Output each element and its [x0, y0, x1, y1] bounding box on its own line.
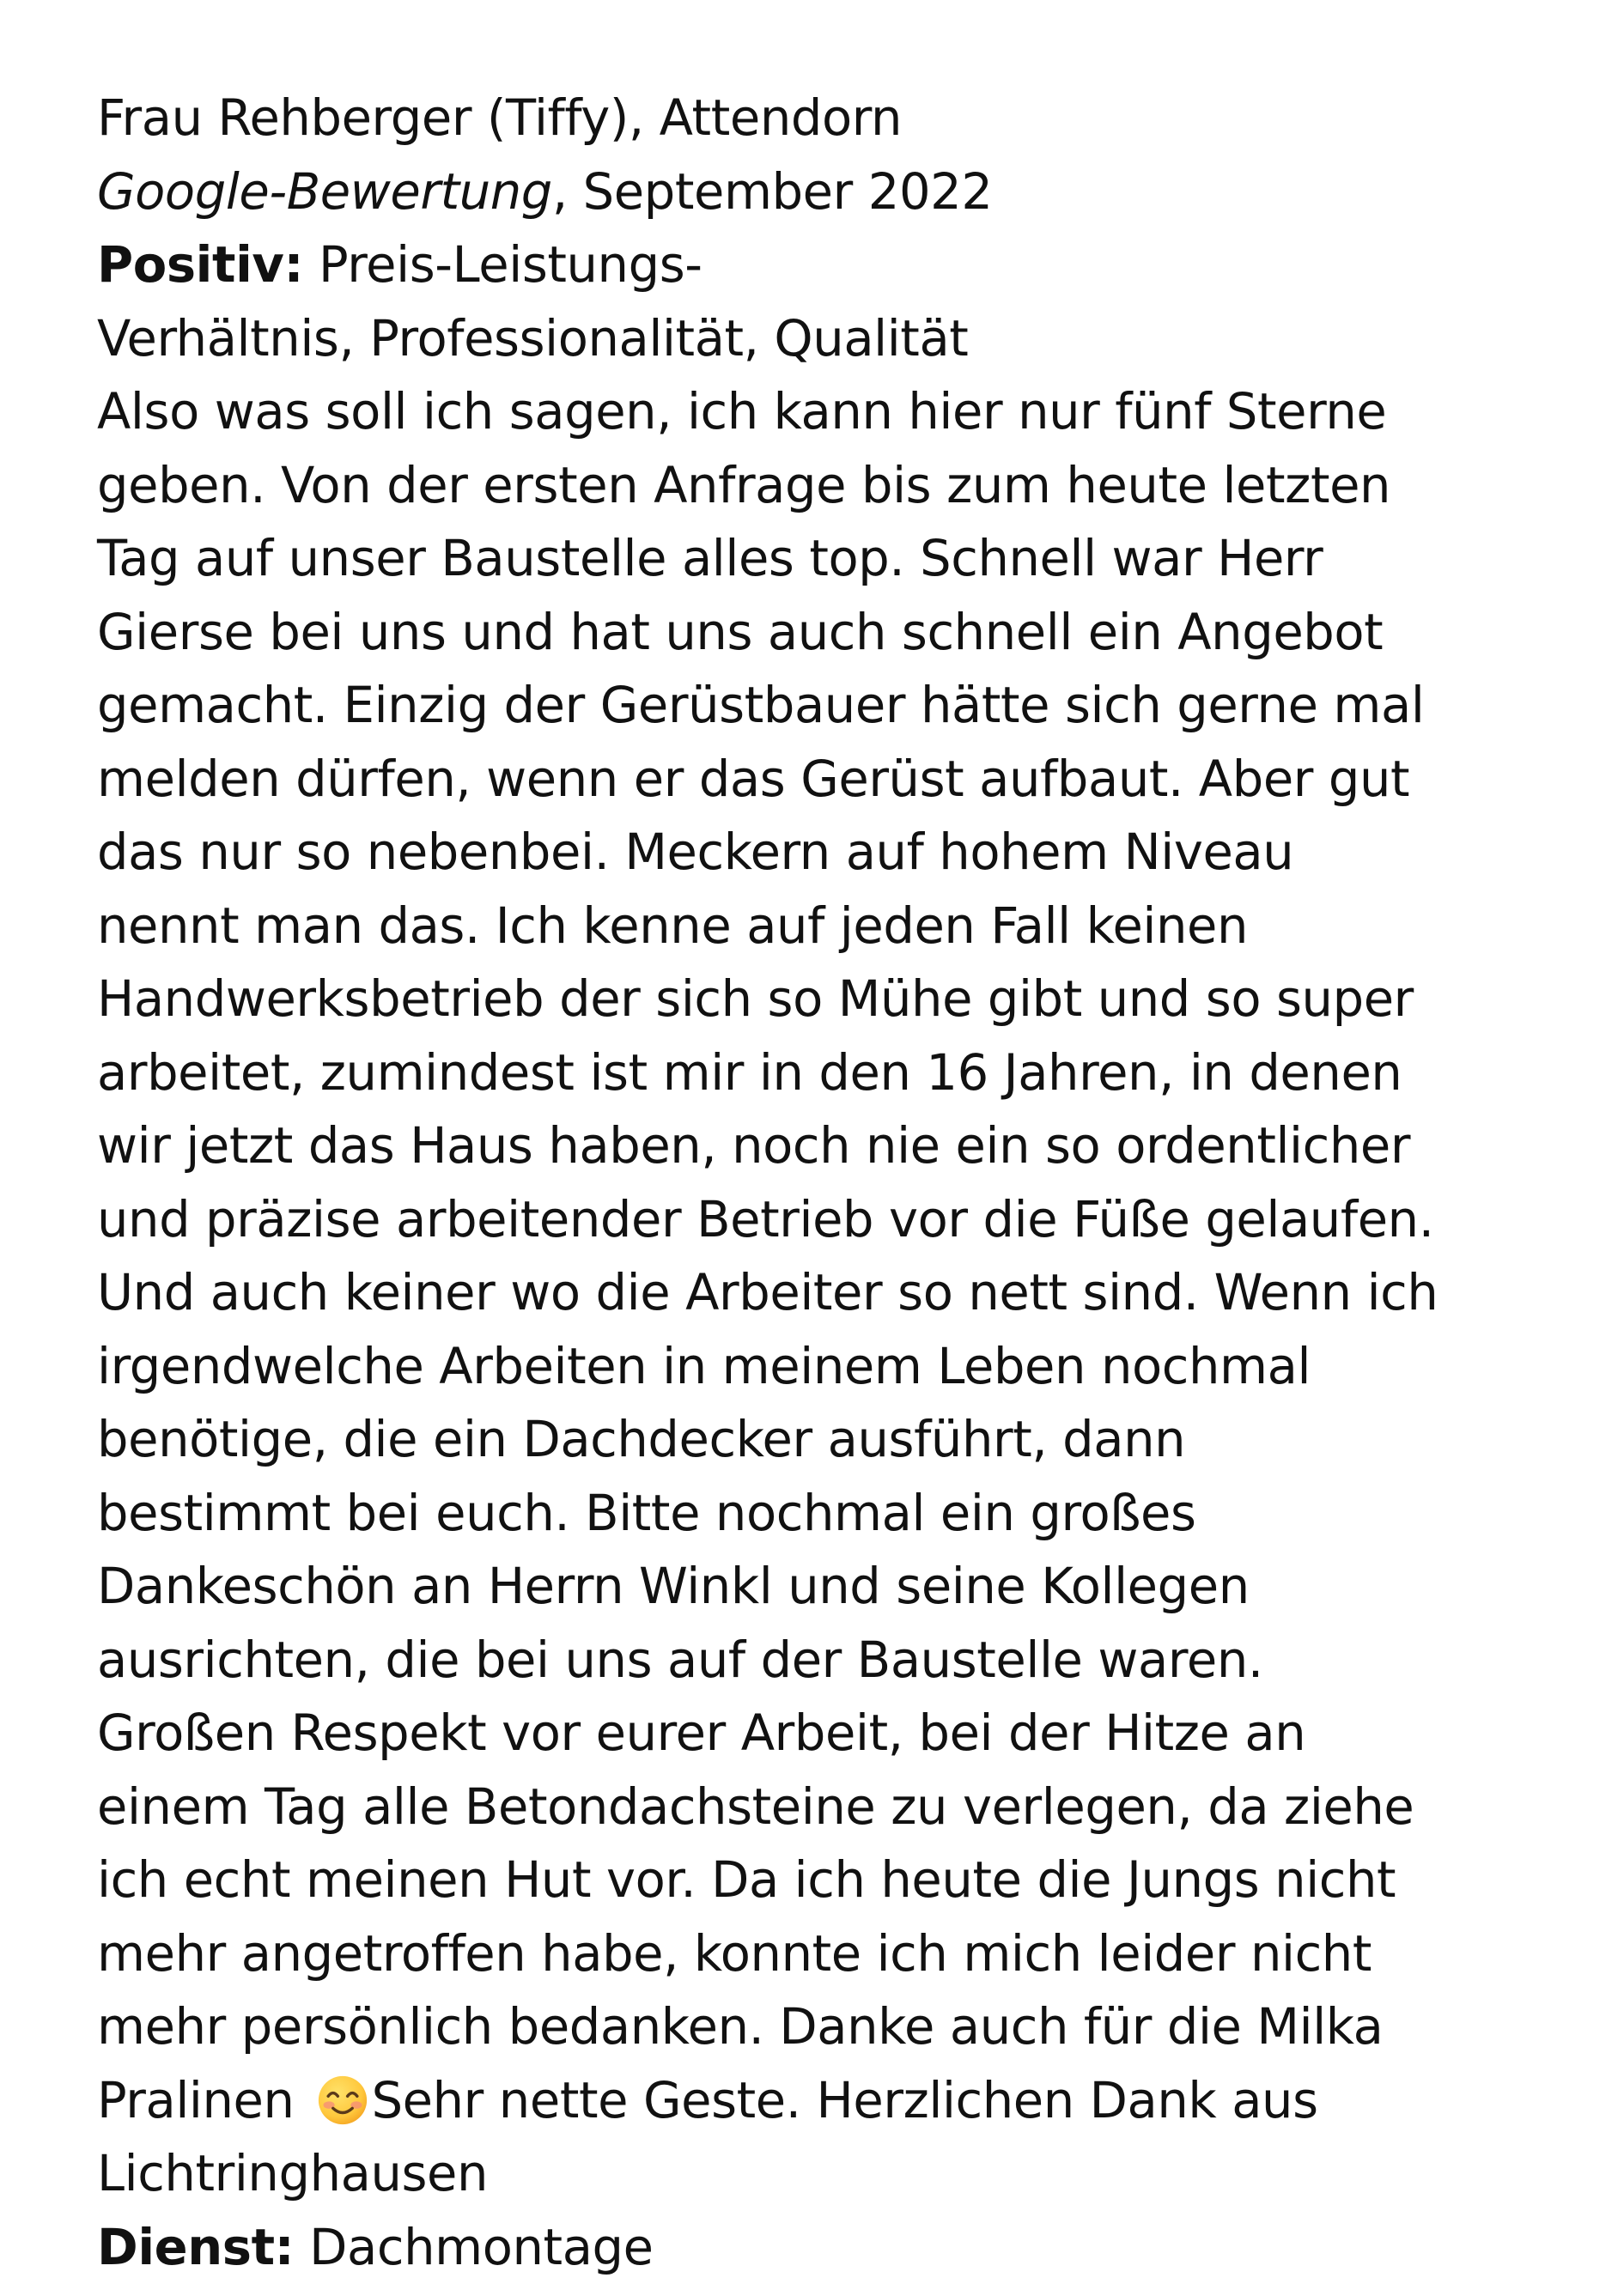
service-label: Dienst: [97, 2218, 295, 2276]
review-text-line: arbeitet, zumindest ist mir in den 16 Jahren, in denen [97, 1043, 1402, 1102]
review-text-segment: Sehr nette Geste. Herzlichen Dank aus [371, 2071, 1318, 2129]
review-text-line: bestimmt bei euch. Bitte nochmal ein großes [97, 1484, 1196, 1542]
review-text-line: Lichtringhausen [97, 2145, 489, 2202]
service-line [97, 2211, 1557, 2285]
service-value: Dachmontage [294, 2218, 654, 2276]
review-text-line: Großen Respekt vor eurer Arbeit, bei der Hitze an [97, 1704, 1306, 1762]
review-text-line: mehr persönlich bedanken. Danke auch für die Milka [97, 1998, 1384, 2056]
review-block [97, 82, 1557, 2284]
review-text-line: Gierse bei uns und hat uns auch schnell ein Angebot [97, 603, 1384, 661]
review-text-line: Dankeschön an Herrn Winkl und seine Kollegen [97, 1558, 1250, 1615]
smiling-face-emoji-icon [317, 2074, 368, 2126]
review-date: , September 2022 [551, 162, 993, 221]
review-text-line: und präzise arbeitender Betrieb vor die Füße gelaufen. [97, 1190, 1434, 1248]
review-text-line: Und auch keiner wo die Arbeiter so nett sind. Wenn ich [97, 1264, 1438, 1321]
review-text-line: wir jetzt das Haus haben, noch nie ein so ordentlicher [97, 1117, 1411, 1175]
review-text-line: Tag auf unser Baustelle alles top. Schnell war Herr [97, 530, 1323, 587]
review-author: Frau Rehberger (Tiffy), Attendorn [97, 89, 903, 147]
review-source-line [97, 155, 1557, 229]
positive-value-2: Verhältnis, Professionalität, Qualität [97, 309, 969, 367]
review-text-line-emoji [97, 2064, 1557, 2138]
review-text-line: das nur so nebenbei. Meckern auf hohem Niveau [97, 823, 1294, 881]
review-text-line: Also was soll ich sagen, ich kann hier nur fünf Sterne [97, 383, 1387, 440]
review-text-line: ausrichten, die bei uns auf der Baustelle waren. [97, 1631, 1263, 1689]
review-text-line: nennt man das. Ich kenne auf jeden Fall keinen [97, 896, 1249, 955]
review-text-line: mehr angetroffen habe, konnte ich mich leider nicht [97, 1924, 1372, 1983]
positive-value-1: Preis-Leistungs- [303, 236, 703, 294]
review-text-line: gemacht. Einzig der Gerüstbauer hätte sich gerne mal [97, 677, 1425, 734]
review-text-line: benötige, die ein Dachdecker ausführt, dann [97, 1411, 1186, 1468]
review-text-line: geben. Von der ersten Anfrage bis zum heute letzten [97, 456, 1391, 514]
review-text-line: einem Tag alle Betondachsteine zu verlegen, da ziehe [97, 1777, 1414, 1836]
review-text-segment: Pralinen [97, 2071, 295, 2129]
review-text-line: irgendwelche Arbeiten in meinem Leben nochmal [97, 1337, 1311, 1395]
review-source: Google-Bewertung [97, 162, 552, 221]
positive-label: Positiv: [97, 236, 304, 294]
review-text-line: Handwerksbetrieb der sich so Mühe gibt und so super [97, 970, 1414, 1028]
review-text-line: melden dürfen, wenn er das Gerüst aufbaut. Aber gut [97, 750, 1410, 808]
positive-line [97, 228, 1557, 302]
review-text-line: ich echt meinen Hut vor. Da ich heute die Jungs nicht [97, 1851, 1396, 1909]
